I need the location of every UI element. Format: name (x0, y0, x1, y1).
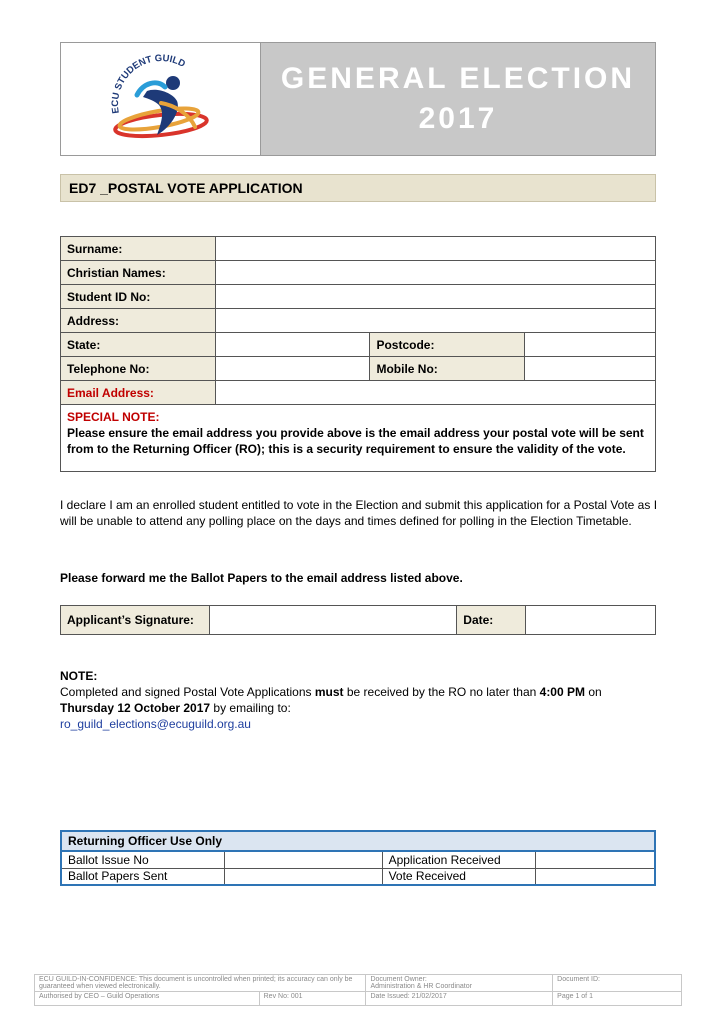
postcode-label: Postcode: (370, 333, 525, 357)
postcode-field[interactable] (525, 333, 656, 357)
student-id-label: Student ID No: (61, 285, 216, 309)
note-text-5: on (585, 685, 602, 699)
application-received-field[interactable] (536, 851, 655, 868)
submission-note (60, 668, 660, 732)
date-field[interactable] (526, 606, 656, 635)
title-line-1: GENERAL ELECTION (280, 62, 636, 95)
student-id-field[interactable] (215, 285, 655, 309)
telephone-field[interactable] (215, 357, 370, 381)
footer-confidence: ECU GUILD-IN-CONFIDENCE: This document is uncontrolled when printed; its accuracy can only be guaranteed when viewed electronically. (35, 975, 366, 992)
note-line-2 (60, 700, 660, 716)
note-text-1: Completed and signed Postal Vote Applications (60, 685, 315, 699)
note-text-3: be received by the RO no later than (343, 685, 540, 699)
signature-field[interactable] (209, 606, 456, 635)
ro-table-title: Returning Officer Use Only (61, 831, 655, 851)
ballot-sent-label: Ballot Papers Sent (61, 868, 225, 885)
state-field[interactable] (215, 333, 370, 357)
special-note (61, 405, 656, 472)
surname-label: Surname: (61, 237, 216, 261)
footer-issued: Date Issued: 21/02/2017 (366, 992, 553, 1006)
application-received-label: Application Received (382, 851, 536, 868)
christian-names-field[interactable] (215, 261, 655, 285)
note-deadline-date: Thursday 12 October 2017 (60, 701, 211, 715)
mobile-label: Mobile No: (370, 357, 525, 381)
christian-names-label: Christian Names: (61, 261, 216, 285)
note-deadline-time: 4:00 PM (539, 685, 585, 699)
footer-owner-label: Document Owner: (370, 976, 427, 983)
svg-text:ECU STUDENT GUILD: ECU STUDENT GUILD (109, 52, 188, 115)
state-label: State: (61, 333, 216, 357)
title-cell (261, 43, 655, 155)
footer-page: Page 1 of 1 (553, 992, 682, 1006)
ecu-student-guild-logo (61, 43, 261, 155)
ballot-sent-field[interactable] (225, 868, 383, 885)
ballot-issue-field[interactable] (225, 851, 383, 868)
address-label: Address: (61, 309, 216, 333)
footer-authorised: Authorised by CEO – Guild Operations (35, 992, 260, 1006)
forward-instruction: Please forward me the Ballot Papers to the email address listed above. (60, 571, 463, 585)
document-header (60, 42, 656, 156)
note-text-7: by emailing to: (210, 701, 291, 715)
ballot-issue-label: Ballot Issue No (61, 851, 225, 868)
special-note-title: SPECIAL NOTE: (67, 410, 160, 424)
signature-label: Applicant’s Signature: (61, 606, 210, 635)
declaration-text: I declare I am an enrolled student entitled to vote in the Election and submit this application for a Postal Vote as I will be unable to attend any polling place on the days and times defined for polling in the Election Timetable. (60, 498, 658, 528)
date-label: Date: (457, 606, 526, 635)
mobile-field[interactable] (525, 357, 656, 381)
signature-table (60, 605, 656, 635)
surname-field[interactable] (215, 237, 655, 261)
special-note-text: Please ensure the email address you provide above is the email address your postal vote will be sent from to the Returning Officer (RO); this is a security requirement to ensure the validity of the vote. (67, 426, 644, 456)
telephone-label: Telephone No: (61, 357, 216, 381)
vote-received-label: Vote Received (382, 868, 536, 885)
footer-doc-id: Document ID: (553, 975, 682, 992)
email-label: Email Address: (61, 381, 216, 405)
document-title: ED7 _POSTAL VOTE APPLICATION (60, 174, 656, 202)
note-line-1 (60, 684, 660, 700)
ro-email-link[interactable]: ro_guild_elections@ecuguild.org.au (60, 717, 251, 731)
footer-owner (366, 975, 553, 992)
footer-rev: Rev No: 001 (259, 992, 366, 1006)
returning-officer-table (60, 830, 656, 886)
document-footer (34, 974, 682, 1006)
vote-received-field[interactable] (536, 868, 655, 885)
logo-cell (61, 43, 261, 155)
note-must: must (314, 685, 344, 699)
applicant-details-table (60, 236, 656, 472)
title-line-2: 2017 (418, 102, 498, 135)
note-title: NOTE: (60, 669, 98, 683)
email-field[interactable] (215, 381, 655, 405)
address-field[interactable] (215, 309, 655, 333)
footer-owner-role: Administration & HR Coordinator (370, 983, 472, 990)
